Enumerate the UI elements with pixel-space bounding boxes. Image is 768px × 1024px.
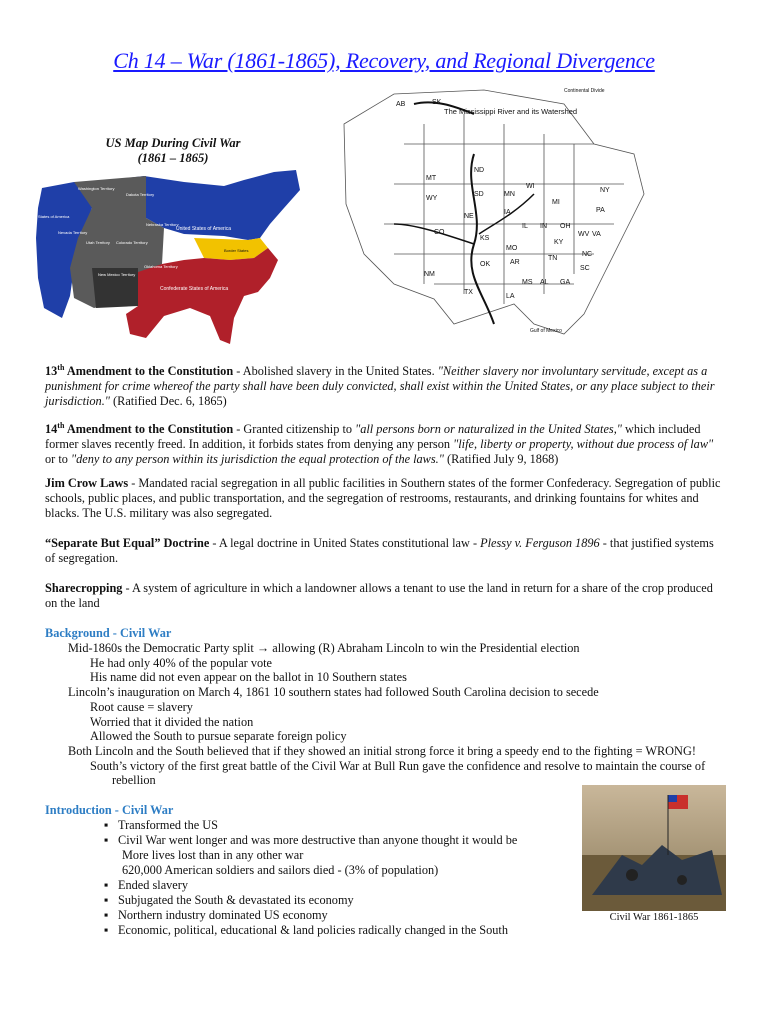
state-label-mn: MN: [504, 191, 515, 198]
state-label-ky: KY: [554, 239, 564, 246]
state-label-nd: ND: [474, 167, 485, 174]
state-label-ar: AR: [510, 259, 520, 266]
amend13-term: 13: [45, 364, 58, 379]
state-label-ms: MS: [522, 279, 533, 286]
amend14-text2: which included former slaves recently freed. In addition, it forbids states from denying any person: [45, 422, 701, 452]
intro-subitem: More lives lost than in any other war: [122, 848, 304, 862]
amend13-text: - Abolished slavery in the United States.: [233, 364, 438, 379]
amend14-quote2: "life, liberty or property, without due process of law": [453, 437, 714, 452]
map-label-utah: Utah Territory: [86, 240, 110, 245]
background-line-2: He had only 40% of the popular vote: [90, 656, 273, 670]
amend13-term-rest: Amendment to the Constitution: [64, 364, 234, 379]
jim-crow-term: Jim Crow Laws: [45, 476, 129, 490]
intro-item: ▪ Civil War went longer and was more destructive than anyone thought it would be: [104, 833, 517, 848]
painting-caption: Civil War 1861-1865: [609, 912, 699, 923]
state-label-mo: MO: [506, 245, 518, 252]
amend14-quote3: "deny to any person within its jurisdiction the equal protection of the laws.": [70, 452, 444, 467]
map-label-colorado: Colorado Territory: [116, 240, 148, 245]
amend14-quote1: "all persons born or naturalized in the United States,": [355, 422, 622, 437]
state-label-ny: NY: [600, 187, 610, 194]
map-label-oklahoma: Oklahoma Territory: [144, 264, 178, 269]
intro-item: ▪ Transformed the US: [104, 818, 517, 833]
background-line-4: Lincoln’s inauguration on March 4, 1861 10 southern states had followed South Carolina decision to secede: [68, 685, 599, 699]
us-map-caption: [78, 136, 268, 166]
jim-crow-text: - Mandated racial segregation in all public facilities in Southern states of the former Confederacy. Segregation of public schools, public places, and public transportation, and the segregation of restrooms, restaurants, and drinking fountains for whites and blacks. The U.S. military was also segregated.: [45, 476, 721, 520]
amendment-14-paragraph: [45, 418, 725, 467]
separate-case: Plessy v. Ferguson 1896: [480, 536, 600, 550]
state-label-tn: TN: [548, 255, 558, 262]
map-label-nebraska: Nebraska Territory: [146, 222, 179, 227]
river-map-legend: Continental Divide: [564, 88, 605, 94]
amend13-sup: th: [57, 363, 65, 372]
amend14-text1: - Granted citizenship to: [233, 422, 356, 437]
state-label-al: AL: [540, 279, 549, 286]
state-label-ab: AB: [396, 101, 406, 108]
intro-item: ▪ Subjugated the South & devastated its economy: [104, 893, 517, 908]
state-label-wi: WI: [526, 183, 535, 190]
state-label-oh: OH: [560, 223, 571, 230]
state-label-sd: SD: [474, 191, 484, 198]
amendment-13-paragraph: [45, 360, 725, 409]
map-label-washington: Washington Territory: [78, 186, 115, 191]
map-label-nevada: Nevada Territory: [58, 230, 88, 235]
amend14-sup: th: [57, 421, 65, 430]
amend14-text3: or to: [45, 452, 71, 467]
state-label-tx: TX: [464, 289, 473, 296]
background-line-8: Both Lincoln and the South believed that if they showed an initial strong force it bring a speedy end to the fighting = WRONG!: [68, 744, 696, 758]
separate-text1: - A legal doctrine in United States constitutional law -: [209, 536, 481, 550]
mississippi-watershed-map: [334, 84, 650, 342]
river-map-title: The Mississippi River and its Watershed: [444, 107, 578, 116]
state-label-nc: NC: [582, 251, 593, 258]
amend14-ratified: (Ratified July 9, 1868): [443, 452, 559, 467]
state-label-mi: MI: [552, 199, 560, 206]
introduction-list: [104, 818, 517, 938]
separate-text2: - that justified systems of segregation.: [45, 536, 714, 565]
map-label-dakota: Dakota Territory: [126, 192, 155, 197]
us-map-caption-line1: US Map During Civil War: [105, 136, 241, 150]
background-line-7: Allowed the South to pursue separate foreign policy: [90, 729, 347, 743]
intro-item: ▪ Northern industry dominated US economy: [104, 908, 517, 923]
state-label-ia: IA: [504, 209, 511, 216]
state-label-in: IN: [540, 223, 547, 230]
us-civil-war-map: [34, 168, 304, 348]
state-label-il: IL: [522, 223, 528, 230]
state-label-mt: MT: [426, 175, 437, 182]
sharecropping-paragraph: [45, 581, 725, 611]
sharecropping-text: - A system of agriculture in which a landowner allows a tenant to use the land in return for a share of the crop produced on the land: [45, 581, 713, 610]
state-label-ks: KS: [480, 235, 490, 242]
amend13-quote: "Neither slavery nor involuntary servitude, except as a punishment for crime whereof the party shall have been duly convicted, shall exist within the United States, or any place subject to their jurisdiction.": [45, 364, 715, 409]
background-line-5: Root cause = slavery: [90, 700, 193, 714]
state-label-sc: SC: [580, 265, 590, 272]
background-line-10: rebellion: [112, 773, 156, 787]
state-label-nm: NM: [424, 271, 435, 278]
state-label-ne: NE: [464, 213, 474, 220]
state-label-sk: SK: [432, 99, 442, 106]
state-label-co: CO: [434, 229, 445, 236]
background-line-9: South’s victory of the first great battle of the Civil War at Bull Run gave the confidence and resolve to maintain the course of: [90, 759, 706, 773]
state-label-wy: WY: [426, 195, 438, 202]
amend14-term: 14: [45, 422, 58, 437]
map-label-new-mexico: New Mexico Territory: [98, 272, 136, 277]
intro-item: ▪ Economic, political, educational & land policies radically changed in the South: [104, 923, 517, 938]
introduction-heading: Introduction - Civil War: [45, 803, 174, 817]
state-label-ok: OK: [480, 261, 491, 268]
page-title: Ch 14 – War (1861-1865), Recovery, and Regional Divergence: [113, 48, 655, 73]
intro-item: ▪ Ended slavery: [104, 878, 517, 893]
background-line-1: Mid-1860s the Democratic Party split → allowing (R) Abraham Lincoln to win the Presidential election: [68, 641, 580, 655]
state-label-pa: PA: [596, 207, 605, 214]
map-label-border: Border States: [224, 248, 249, 253]
background-line-6: Worried that it divided the nation: [90, 715, 254, 729]
map-label-united: United States of America: [176, 226, 232, 232]
sharecropping-term: Sharecropping: [45, 581, 123, 595]
separate-equal-paragraph: [45, 536, 725, 566]
separate-term: “Separate But Equal” Doctrine: [45, 536, 210, 550]
map-label-confederate: Confederate States of America: [160, 286, 229, 292]
state-label-ga: GA: [560, 279, 571, 286]
amend14-term-rest: Amendment to the Constitution: [64, 422, 234, 437]
state-label-la: LA: [506, 293, 515, 300]
state-label-va: VA: [592, 231, 601, 238]
us-map-caption-line2: (1861 – 1865): [137, 151, 209, 165]
civil-war-painting: [582, 785, 726, 911]
intro-subitem: 620,000 American soldiers and sailors died - (3% of population): [122, 863, 439, 877]
state-label-wv: WV: [578, 231, 590, 238]
background-line-3: His name did not even appear on the ballot in 10 Southern states: [90, 670, 407, 684]
background-heading: Background - Civil War: [45, 626, 172, 640]
amend13-ratified: (Ratified Dec. 6, 1865): [109, 394, 227, 409]
jim-crow-paragraph: [45, 476, 725, 521]
river-map-gulf: Gulf of Mexico: [530, 328, 562, 334]
map-label-oregon: States of America: [38, 214, 70, 219]
